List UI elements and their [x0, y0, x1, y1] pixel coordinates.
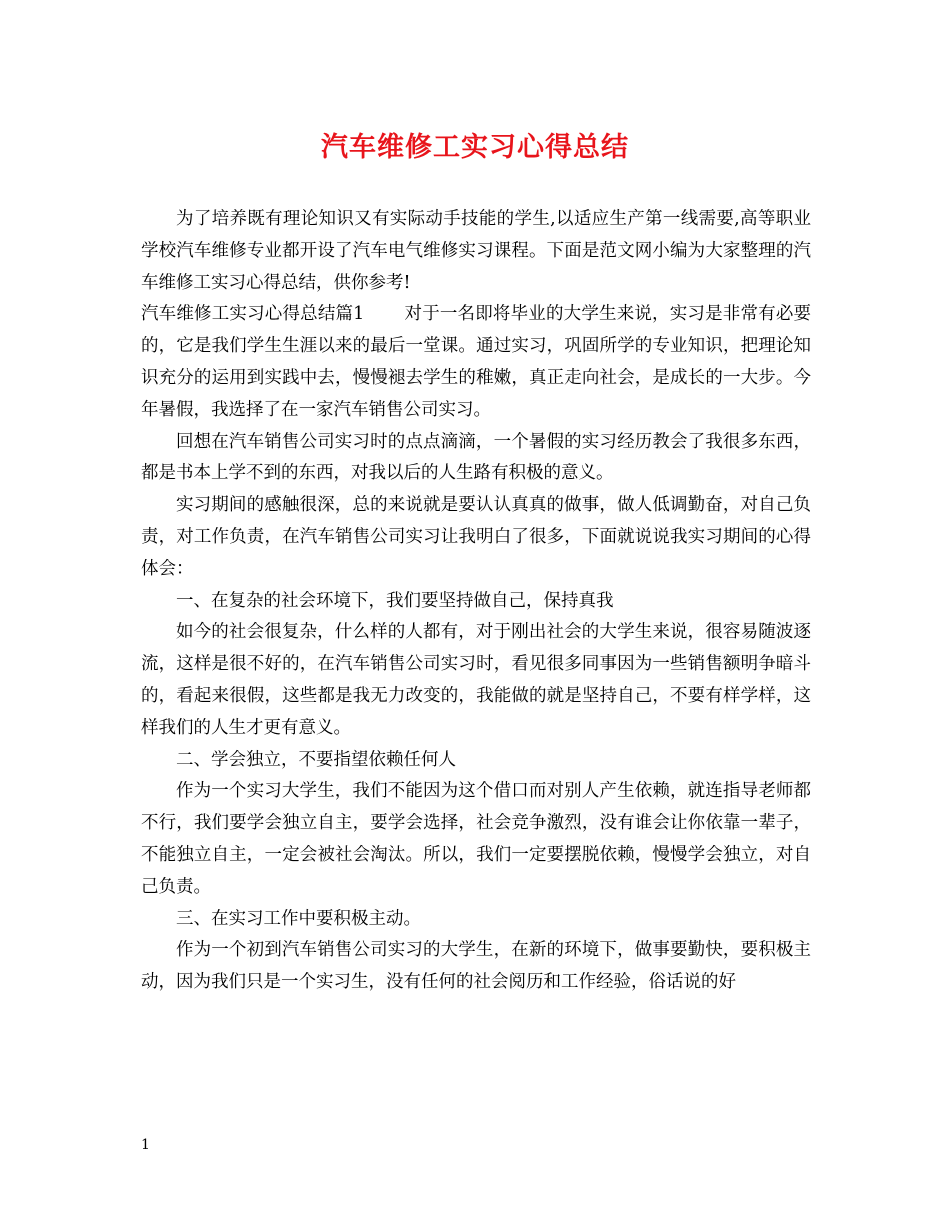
- feelings-paragraph: 实习期间的感触很深，总的来说就是要认认真真的做事，做人低调勤奋，对自己负责，对工作负责，在汽车销售公司实习让我明白了很多，下面就说说我实习期间的心得体会：: [141, 495, 811, 579]
- point2-paragraph: 作为一个实习大学生，我们不能因为这个借口而对别人产生依赖，就连指导老师都不行，我们要学会独立自主，要学会选择，社会竞争激烈，没有谁会让你依靠一辈子，不能独立自主，一定会被社会淘汰。所以，我们一定要摆脱依赖，慢慢学会独立，对自己负责。: [141, 781, 811, 897]
- document-body: [141, 204, 811, 999]
- section-heading: 汽车维修工实习心得总结篇1: [141, 304, 365, 325]
- section-first-text: 对于一名即将毕业的大学生来说，实习是非常有必要的，它是我们学生生涯以来的最后一堂课。通过实习，巩固所学的专业知识，把理论知识充分的运用到实践中去，慢慢褪去学生的稚嫩，真正走向社会，是成长的一大步。今年暑假，我选择了在一家汽车销售公司实习。: [141, 304, 812, 420]
- intro-paragraph: 为了培养既有理论知识又有实际动手技能的学生,以适应生产第一线需要,高等职业学校汽车维修专业都开设了汽车电气维修实习课程。下面是范文网小编为大家整理的汽车维修工实习心得总结，供你参考!: [141, 209, 811, 293]
- section-first-paragraph: [141, 299, 811, 426]
- document-title: 汽车维修工实习心得总结: [321, 132, 629, 163]
- point3-paragraph: 作为一个初到汽车销售公司实习的大学生，在新的环境下，做事要勤快，要积极主动，因为我们只是一个实习生，没有任何的社会阅历和工作经验，俗话说的好: [141, 940, 811, 993]
- point1-paragraph: 如今的社会很复杂，什么样的人都有，对于刚出社会的大学生来说，很容易随波逐流，这样是很不好的，在汽车销售公司实习时，看见很多同事因为一些销售额明争暗斗的，看起来很假，这些都是我无力改变的，我能做的就是坚持自己，不要有样学样，这样我们的人生才更有意义。: [141, 622, 811, 738]
- point1-heading: 一、在复杂的社会环境下，我们要坚持做自己，保持真我: [176, 590, 614, 611]
- point2-heading: 二、学会独立，不要指望依赖任何人: [176, 749, 456, 770]
- page-number: 1: [141, 1137, 150, 1153]
- recall-paragraph: 回想在汽车销售公司实习时的点点滴滴，一个暑假的实习经历教会了我很多东西，都是书本上学不到的东西，对我以后的人生路有积极的意义。: [141, 431, 811, 484]
- point3-heading: 三、在实习工作中要积极主动。: [176, 908, 421, 929]
